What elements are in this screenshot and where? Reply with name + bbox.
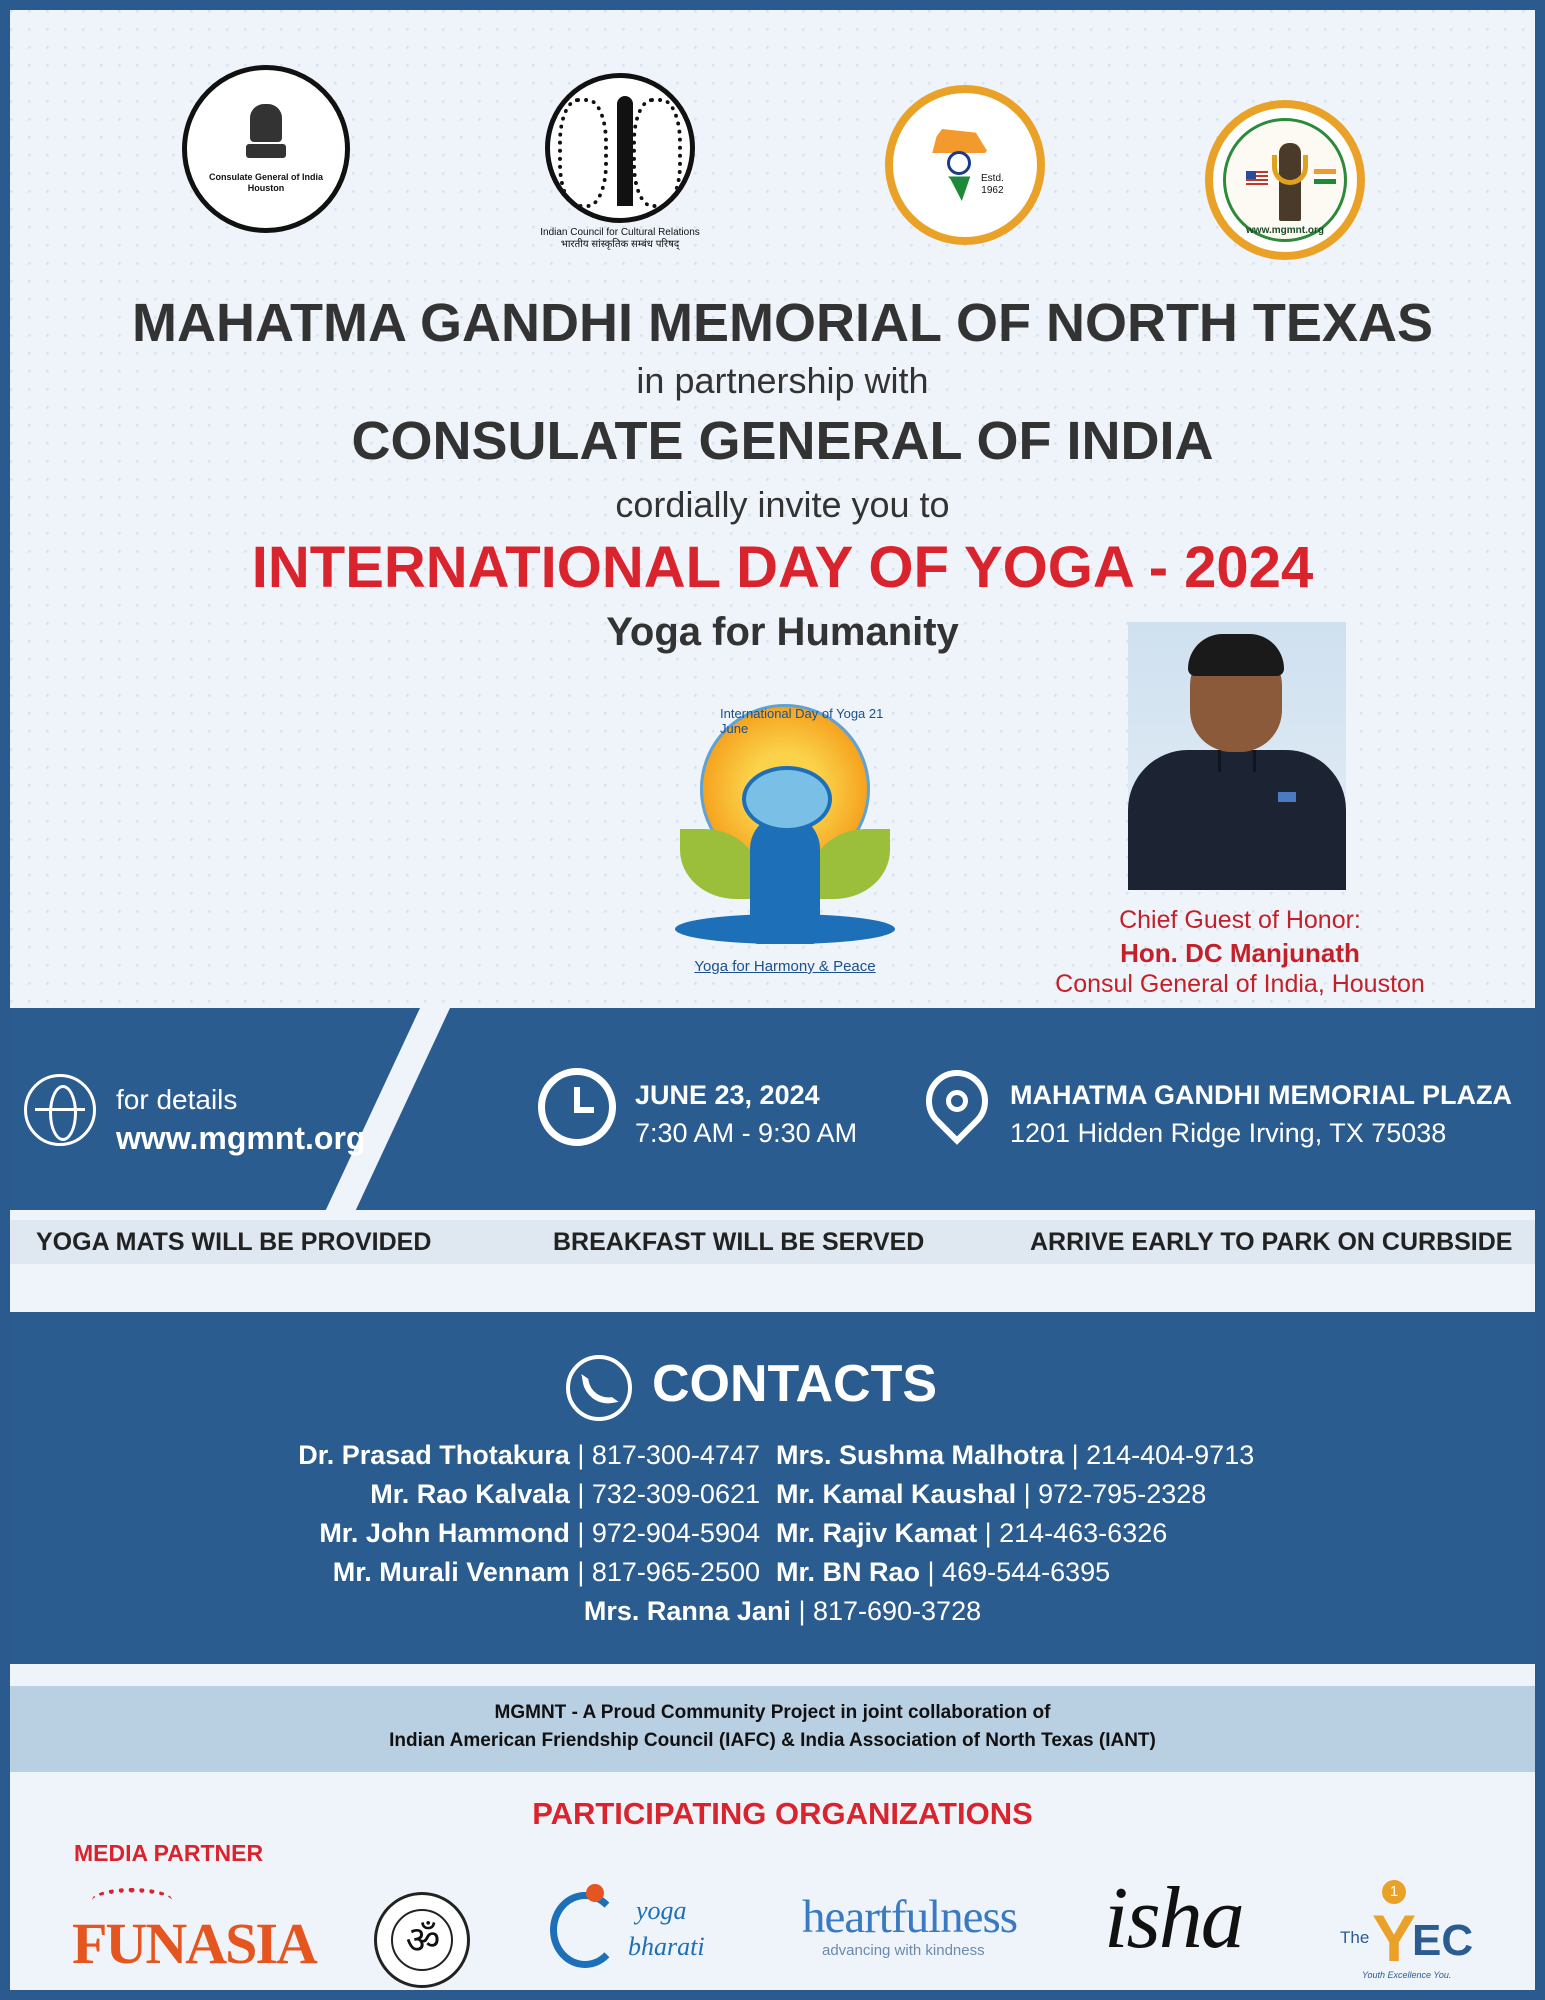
event-address: 1201 Hidden Ridge Irving, TX 75038: [1010, 1118, 1447, 1148]
contact-name: Mr. Rajiv Kamat: [776, 1518, 978, 1548]
rays-icon: [92, 1888, 172, 1912]
contact-item: [298, 1440, 760, 1471]
contact-name: Dr. Prasad Thotakura: [298, 1440, 570, 1470]
contact-name: Mr. Murali Vennam: [332, 1557, 570, 1587]
chief-guest-label: Chief Guest of Honor:: [1119, 906, 1361, 934]
yec-ec: EC: [1412, 1916, 1474, 1965]
contact-name: Mr. BN Rao: [776, 1557, 921, 1587]
consulate-general-logo: [182, 65, 350, 233]
media-partner-label: MEDIA PARTNER: [74, 1840, 264, 1866]
contact-item: [333, 1557, 760, 1588]
iccr-caption-line2: भारतीय सांस्कृतिक सम्बंध परिषद्: [560, 239, 680, 250]
iant-estd-year: 1962: [981, 185, 1004, 196]
contact-phone[interactable]: | 817-300-4747: [569, 1440, 760, 1470]
collaboration-line2: Indian American Friendship Council (IAFC) & India Association of North Texas (IANT): [389, 1730, 1156, 1751]
india-flag-icon: [1314, 169, 1336, 184]
details-label: for details: [116, 1084, 238, 1115]
yec-tagline: Youth Excellence You.: [1362, 1970, 1452, 1980]
chief-guest-photo: [1128, 622, 1346, 890]
partnership-text: in partnership with: [636, 360, 929, 401]
contact-item: [370, 1479, 760, 1510]
contact-phone[interactable]: | 214-404-9713: [1064, 1440, 1255, 1470]
partner-heading: CONSULATE GENERAL OF INDIA: [351, 411, 1214, 471]
website-link[interactable]: www.mgmnt.org: [116, 1120, 366, 1156]
contact-name: Mr. Kamal Kaushal: [776, 1479, 1017, 1509]
chief-guest-name: Hon. DC Manjunath: [1120, 938, 1360, 968]
location-pin-icon: [926, 1070, 988, 1150]
cgi-caption-line2: Houston: [247, 183, 285, 193]
event-venue: MAHATMA GANDHI MEMORIAL PLAZA: [1010, 1080, 1512, 1110]
heartfulness-tagline: advancing with kindness: [822, 1942, 985, 1959]
iccr-caption-line1: Indian Council for Cultural Relations: [540, 227, 700, 238]
contact-phone[interactable]: | 469-544-6395: [920, 1557, 1111, 1587]
event-time: 7:30 AM - 9:30 AM: [635, 1118, 858, 1148]
notes-band: [10, 1220, 1535, 1264]
heartfulness-logo: [802, 1890, 1022, 1970]
yoga-logo-arc-text: International Day of Yoga 21 June: [720, 706, 884, 736]
yec-y: Y: [1372, 1901, 1417, 1975]
phone-icon: [566, 1355, 632, 1421]
contact-name: Mrs. Sushma Malhotra: [776, 1440, 1065, 1470]
contacts-section: [10, 1312, 1535, 1664]
contact-item: [10, 1596, 1535, 1627]
yec-badge: 1: [1382, 1880, 1406, 1904]
event-date: JUNE 23, 2024: [635, 1080, 820, 1110]
event-title: INTERNATIONAL DAY OF YOGA - 2024: [251, 535, 1314, 600]
note-yoga-mats: YOGA MATS WILL BE PROVIDED: [36, 1228, 432, 1256]
contact-phone[interactable]: | 972-904-5904: [569, 1518, 760, 1548]
globe-icon: [24, 1074, 96, 1146]
yec-logo: [1338, 1880, 1474, 1980]
collaboration-line1: MGMNT - A Proud Community Project in joint collaboration of: [494, 1702, 1051, 1723]
contact-item: [319, 1518, 760, 1549]
yoga-bharati-text1: yoga: [636, 1896, 687, 1925]
invite-text: cordially invite you to: [615, 484, 950, 525]
contact-item: [776, 1440, 1254, 1471]
heartfulness-logo-text: heartfulness: [802, 1891, 1018, 1943]
note-breakfast: BREAKFAST WILL BE SERVED: [553, 1228, 925, 1256]
yoga-figure-icon: [550, 1892, 620, 1968]
iant-estd-label: Estd.: [981, 173, 1004, 184]
contact-phone[interactable]: | 732-309-0621: [569, 1479, 760, 1509]
us-flag-icon: [1246, 171, 1268, 185]
header-section: [10, 10, 1535, 1008]
iccr-logo: [520, 62, 720, 262]
national-emblem-icon: [244, 104, 288, 166]
participants-section: [10, 1772, 1535, 1990]
om-icon: ॐ: [405, 1918, 441, 1962]
globe-icon: [742, 766, 832, 832]
contact-name: Mrs. Ranna Jani: [583, 1596, 791, 1626]
participants-title: PARTICIPATING ORGANIZATIONS: [532, 1796, 1033, 1831]
hindu-temple-society-logo: [374, 1892, 470, 1988]
event-info-band: [10, 1008, 1535, 1210]
cgi-caption-line1: Consulate General of India: [208, 172, 324, 182]
flyer: [10, 10, 1535, 1990]
contact-name: Mr. Rao Kalvala: [370, 1479, 570, 1509]
clock-icon: [538, 1068, 616, 1146]
yoga-bharati-logo: [546, 1882, 716, 1982]
chakra-icon: [947, 151, 971, 175]
yec-the: The: [1340, 1928, 1370, 1947]
note-parking: ARRIVE EARLY TO PARK ON CURBSIDE: [1030, 1228, 1513, 1256]
organizer-heading: MAHATMA GANDHI MEMORIAL OF NORTH TEXAS: [132, 293, 1433, 353]
contact-item: [776, 1479, 1206, 1510]
contact-phone[interactable]: | 817-690-3728: [790, 1596, 982, 1626]
contact-item: [776, 1557, 1110, 1588]
chief-guest-title: Consul General of India, Houston: [1055, 970, 1425, 998]
contact-phone[interactable]: | 214-463-6326: [977, 1518, 1168, 1548]
contact-phone[interactable]: | 817-965-2500: [569, 1557, 760, 1587]
india-association-north-texas-logo: [885, 85, 1045, 245]
yoga-bharati-text2: bharati: [628, 1932, 705, 1961]
iccr-emblem-icon: [545, 73, 695, 223]
divider: [326, 1008, 450, 1210]
contact-phone[interactable]: | 972-795-2328: [1016, 1479, 1207, 1509]
yoga-logo-date: 21 June: [720, 706, 884, 736]
isha-logo: isha: [1104, 1870, 1243, 1967]
contact-item: [776, 1518, 1167, 1549]
event-theme: Yoga for Humanity: [606, 610, 959, 654]
contacts-title: CONTACTS: [652, 1355, 938, 1413]
yoga-day-logo: [670, 704, 900, 994]
funasia-logo-text: FUNASIA: [72, 1911, 316, 1976]
contact-name: Mr. John Hammond: [319, 1518, 570, 1548]
mgm-logo-url: www.mgmnt.org: [1246, 225, 1324, 236]
funasia-logo: [72, 1888, 316, 1976]
mahatma-gandhi-plaza-logo: [1205, 100, 1365, 260]
yoga-logo-caption: Yoga for Harmony & Peace: [694, 958, 876, 975]
cgi-logo-caption: [209, 172, 323, 194]
collaboration-band: [10, 1686, 1535, 1772]
